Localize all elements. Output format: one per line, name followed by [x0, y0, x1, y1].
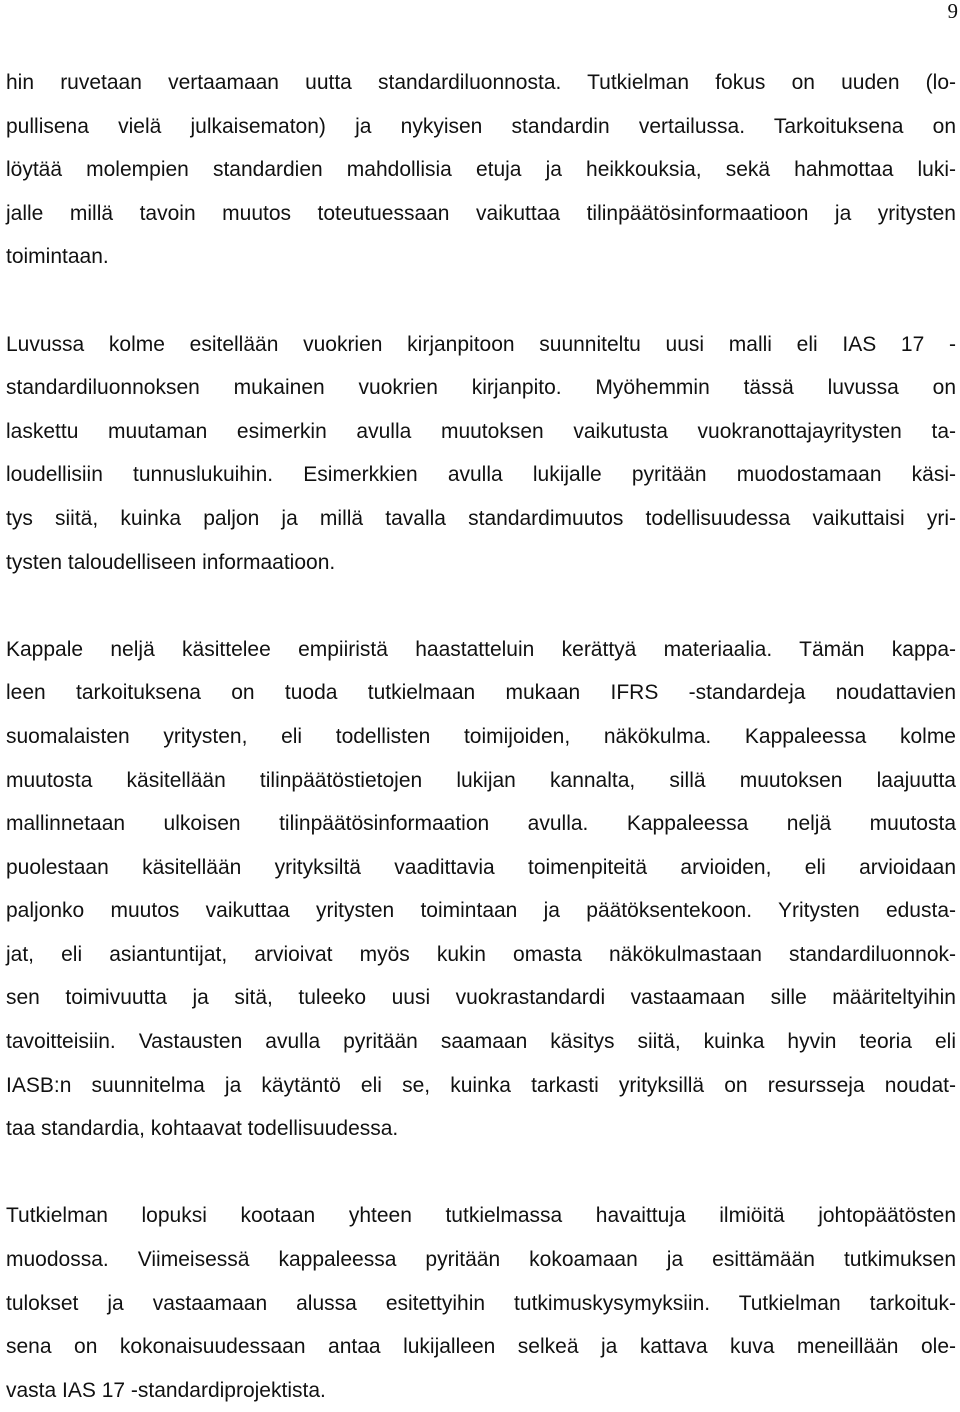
text-line: löytää molempien standardien mahdollisia etuja ja heikkouksia, sekä hahmottaa luki- — [6, 158, 956, 182]
text-line: standardiluonnoksen mukainen vuokrien kirjanpito. Myöhemmin tässä luvussa on — [6, 376, 956, 400]
text-line: pullisena vielä julkaisematon) ja nykyisen standardin vertailussa. Tarkoituksena on — [6, 114, 956, 138]
text-line: Luvussa kolme esitellään vuokrien kirjanpitoon suunniteltu uusi malli eli IAS 17 - — [6, 332, 956, 356]
text-line: tysten taloudelliseen informaatioon. — [6, 550, 336, 574]
text-line: puolestaan käsitellään yrityksiltä vaadittavia toimenpiteitä arvioiden, eli arvioidaan — [6, 855, 956, 879]
paragraph-gap — [6, 584, 956, 628]
paragraph-gap — [6, 279, 956, 323]
text-line: toimintaan. — [6, 245, 109, 269]
paragraph-1 — [6, 61, 956, 279]
text-line: laskettu muutaman esimerkin avulla muutoksen vaikutusta vuokranottajayritysten ta- — [6, 419, 956, 443]
text-line: tavoitteisiin. Vastausten avulla pyritään saamaan käsitys siitä, kuinka hyvin teoria eli — [6, 1030, 956, 1054]
text-line: sen toimivuutta ja sitä, tuleeko uusi vuokrastandardi vastaamaan sille määriteltyihin — [6, 986, 956, 1010]
text-line: tulokset ja vastaamaan alussa esitettyihin tutkimuskysymyksiin. Tutkielman tarkoituk- — [6, 1291, 956, 1315]
text-line: loudellisiin tunnuslukuihin. Esimerkkien avulla lukijalle pyritään muodostamaan käsi- — [6, 463, 956, 487]
text-line: leen tarkoituksena on tuoda tutkielmaan mukaan IFRS -standardeja noudattavien — [6, 681, 956, 705]
page-number: 9 — [947, 0, 958, 23]
paragraph-4 — [6, 1194, 956, 1412]
paragraph-2 — [6, 323, 956, 585]
text-line: Tutkielman lopuksi kootaan yhteen tutkielmassa havaittuja ilmiöitä johtopäätösten — [6, 1204, 956, 1228]
text-line: jalle millä tavoin muutos toteutuessaan vaikuttaa tilinpäätösinformaatioon ja yritysten — [6, 201, 956, 225]
text-line: tys siitä, kuinka paljon ja millä tavalla standardimuutos todellisuudessa vaikuttaisi yri- — [6, 506, 956, 530]
paragraph-3 — [6, 628, 956, 1151]
text-line: vasta IAS 17 -standardiprojektista. — [6, 1378, 326, 1402]
text-line: paljonko muutos vaikuttaa yritysten toimintaan ja päätöksentekoon. Yritysten edusta- — [6, 899, 956, 923]
text-line: Kappale neljä käsittelee empiiristä haastatteluin kerättyä materiaalia. Tämän kappa- — [6, 637, 956, 661]
text-line: mallinnetaan ulkoisen tilinpäätösinformaation avulla. Kappaleessa neljä muutosta — [6, 812, 956, 836]
text-line: muodossa. Viimeisessä kappaleessa pyritään kokoamaan ja esittämään tutkimuksen — [6, 1248, 956, 1272]
text-line: jat, eli asiantuntijat, arvioivat myös kukin omasta näkökulmastaan standardiluonnok- — [6, 942, 956, 966]
text-line: hin ruvetaan vertaamaan uutta standardiluonnosta. Tutkielman fokus on uuden (lo- — [6, 71, 956, 94]
text-line: suomalaisten yritysten, eli todellisten toimijoiden, näkökulma. Kappaleessa kolme — [6, 724, 956, 748]
text-line: sena on kokonaisuudessaan antaa lukijalleen selkeä ja kattava kuva meneillään ole- — [6, 1335, 956, 1359]
paragraph-gap — [6, 1151, 956, 1195]
text-line: taa standardia, kohtaavat todellisuudessa. — [6, 1117, 399, 1141]
text-line: IASB:n suunnitelma ja käytäntö eli se, kuinka tarkasti yrityksillä on resursseja noudat- — [6, 1073, 956, 1097]
document-body — [6, 61, 956, 1412]
text-line: muutosta käsitellään tilinpäätöstietojen lukijan kannalta, sillä muutoksen laajuutta — [6, 768, 956, 792]
